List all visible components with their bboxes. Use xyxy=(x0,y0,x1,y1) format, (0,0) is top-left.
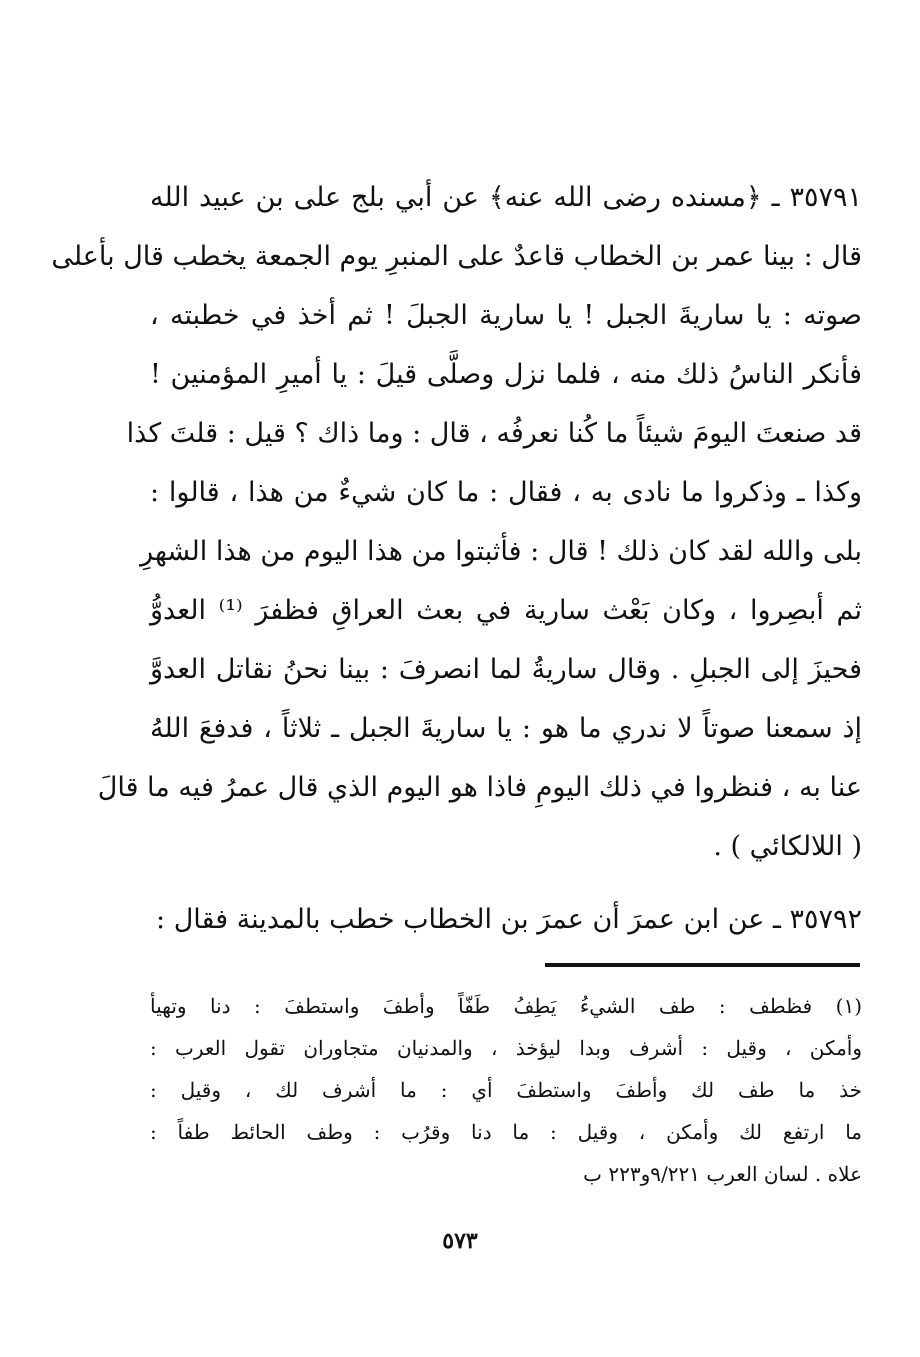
text-line: قال : بينا عمر بن الخطاب قاعدٌ على المنبرِ يوم الجمعة يخطب قال بأعلى xyxy=(51,241,862,272)
text-line: قد صنعتَ اليومَ شيئاً ما كُنا نعرفُه ، قال : وما ذاك ؟ قيل : قلتَ كذا xyxy=(126,418,862,449)
text-line: فأنكر الناسُ ذلك منه ، فلما نزل وصلَّى قيلَ : يا أميرِ المؤمنين ! xyxy=(150,359,862,390)
text-line: ثم أبصِروا ، وكان بَعْث سارية في بعث العراقِ فظفرَ ⁽¹⁾ العدوُّ xyxy=(150,595,862,626)
text-line: إذ سمعنا صوتاً لا ندري ما هو : يا ساريةَ الجبل ـ ثلاثاً ، فدفعَ اللهُ xyxy=(150,713,862,744)
text-line: عنا به ، فنظروا في ذلك اليومِ فاذا هو اليوم الذي قال عمرُ فيه ما قالَ xyxy=(97,772,862,803)
footnote-line: وأمكن ، وقيل : أشرف وبدا ليؤخذ ، والمدنيان متجاوران تقول العرب : xyxy=(150,1036,862,1060)
footnote-line: علاه . لسان العرب ٩/٢٢١و٢٢٣ ب xyxy=(583,1162,862,1186)
page-number: ٥٧٣ xyxy=(442,1228,478,1254)
text-line: فحيزَ إلى الجبلِ . وقال ساريةُ لما انصرفَ : بينا نحنُ نقاتل العدوَّ xyxy=(150,654,862,685)
text-line: وكذا ـ وذكروا ما نادى به ، فقال : ما كان شيءٌ من هذا ، قالوا : xyxy=(150,477,862,508)
text-line: بلى والله لقد كان ذلك ! قال : فأثبتوا من هذا اليوم من هذا الشهرِ xyxy=(140,536,862,567)
text-line: صوته : يا ساريةَ الجبل ! يا سارية الجبلَ ! ثم أخذ في خطبته ، xyxy=(150,300,862,331)
footnote-line: خذ ما طف لك وأطفَ واستطفَ أي : ما أشرف لك ، وقيل : xyxy=(150,1078,862,1102)
hadith-35792: ٣٥٧٩٢ ـ عن ابن عمرَ أن عمرَ بن الخطاب خطب بالمدينة فقال : xyxy=(156,904,862,935)
hadith-35791 xyxy=(51,168,862,876)
footnote-divider xyxy=(545,963,860,967)
footnote-line: ما ارتفع لك وأمكن ، وقيل : ما دنا وقرُب : وطف الحائط طفاً : xyxy=(150,1120,862,1144)
footnote xyxy=(150,985,862,1195)
text-line-source: ( اللالكائي ) . xyxy=(713,831,862,862)
footnote-line: (١) فظطف : طف الشيءُ يَطِفُ طَفّاً وأطفَ واستطفَ : دنا وتهيأ xyxy=(150,994,862,1018)
text-line: ٣٥٧٩١ ـ ﴿مسنده رضى الله عنه﴾ عن أبي بلج على بن عبيد الله xyxy=(150,182,862,213)
